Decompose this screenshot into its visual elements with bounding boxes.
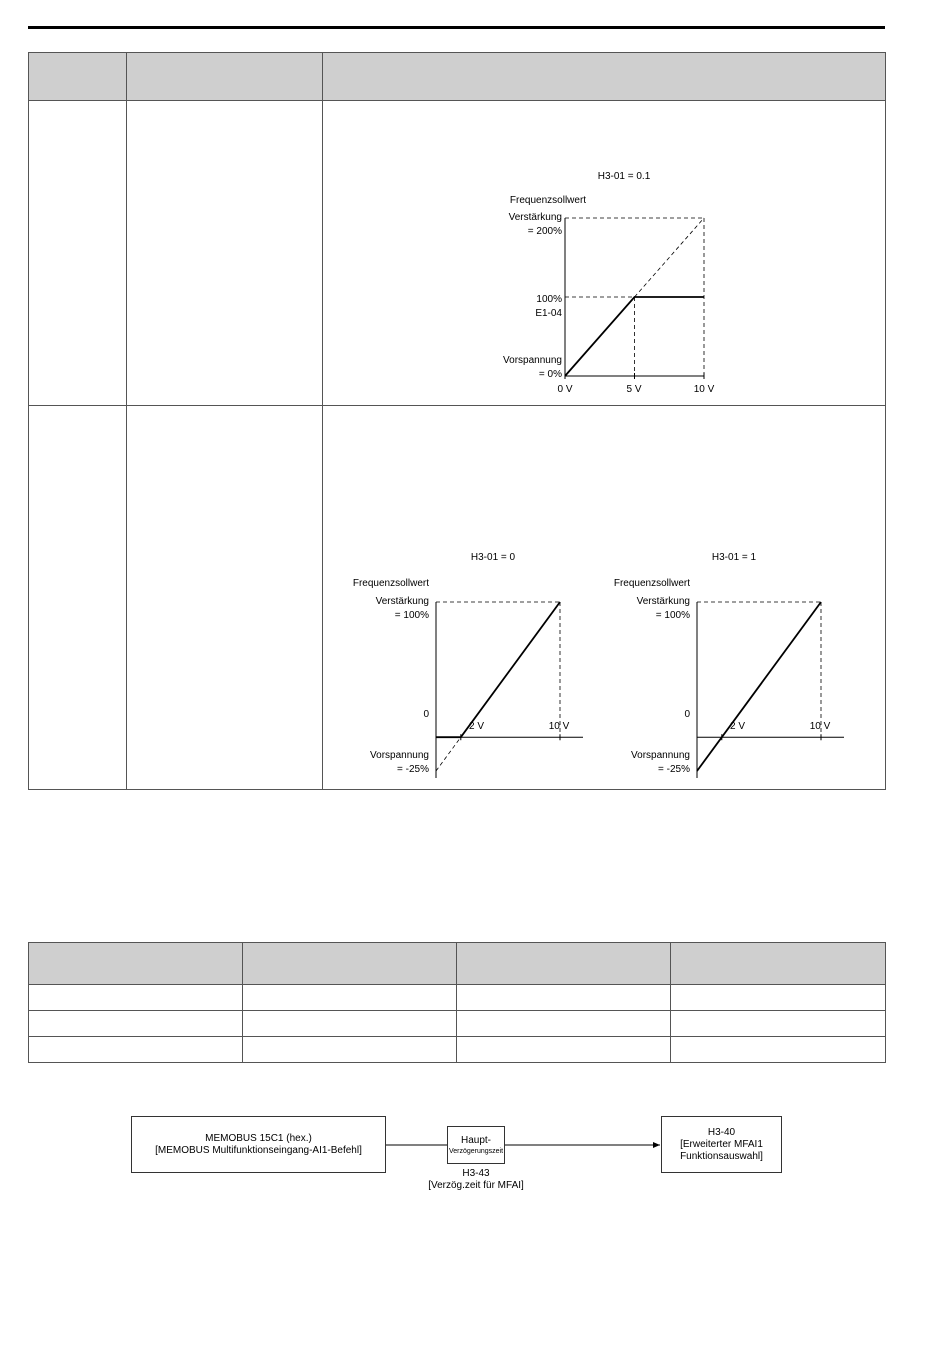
source-title: MEMOBUS 15C1 (hex.) <box>205 1132 312 1144</box>
header-cell-1 <box>29 53 127 101</box>
register-table <box>28 942 886 1063</box>
bias-label: Vorspannung <box>503 355 562 366</box>
table-cell <box>243 985 457 1011</box>
table-cell <box>457 1011 671 1037</box>
filter-subtitle: Verzögerungszeit <box>448 1147 504 1155</box>
gain-value-label: = 100% <box>655 610 690 621</box>
bias-label: Vorspannung <box>631 750 690 761</box>
header-cell <box>243 943 457 985</box>
table-cell <box>29 985 243 1011</box>
table-cell <box>29 1037 243 1063</box>
x-tick-label: 0 V <box>557 384 573 395</box>
mid-label: 100% <box>536 294 562 305</box>
memobus-source-box <box>131 1116 386 1173</box>
y-axis-label: Frequenzsollwert <box>613 578 690 589</box>
series-output-line <box>697 602 821 771</box>
chart-cell <box>323 101 886 406</box>
gain-label: Verstärkung <box>375 596 429 607</box>
table-row <box>29 1037 886 1063</box>
table-cell <box>457 985 671 1011</box>
y-axis-label: Frequenzsollwert <box>509 195 587 206</box>
x-tick-label: 10 V <box>809 721 831 732</box>
gain-value-label: = 200% <box>527 226 562 237</box>
table-cell <box>29 101 127 406</box>
table-cell <box>243 1037 457 1063</box>
table-cell <box>127 406 323 790</box>
table-row <box>29 985 886 1011</box>
table-row <box>29 101 886 406</box>
mfai-function-box <box>661 1116 782 1173</box>
zero-label: 0 <box>423 709 429 720</box>
header-cell <box>29 943 243 985</box>
series-dashed-line <box>436 737 461 771</box>
filter-title: Haupt- <box>460 1134 491 1146</box>
header-cell <box>671 943 886 985</box>
settings-table <box>28 52 886 790</box>
zero-label: 0 <box>684 709 690 720</box>
gain-label: Verstärkung <box>508 212 562 223</box>
bias-value-label: = -25% <box>397 764 429 775</box>
chart-title: H3-01 = 0 <box>470 552 516 563</box>
table-row <box>29 1011 886 1037</box>
table-cell <box>127 101 323 406</box>
gain-value-label: = 100% <box>394 610 429 621</box>
target-desc-2: Funktionsauswahl] <box>680 1150 763 1162</box>
header-cell-3 <box>323 53 886 101</box>
series-output-line <box>436 602 560 737</box>
chart-pair-h3-01 <box>323 406 886 784</box>
chart-title: H3-01 = 1 <box>711 552 757 563</box>
header-rule <box>28 26 885 29</box>
header-cell <box>457 943 671 985</box>
bias-value-label: = -25% <box>658 764 690 775</box>
chart-title: H3-01 = 0.1 <box>597 171 651 182</box>
series-output-line <box>565 297 704 376</box>
x-tick-label: 5 V <box>626 384 642 395</box>
table-cell <box>671 1037 886 1063</box>
x-tick-label: 2 V <box>469 721 485 732</box>
table-cell <box>29 1011 243 1037</box>
target-param: H3-40 <box>707 1126 736 1138</box>
table-cell <box>243 1011 457 1037</box>
table-header-row <box>29 943 886 985</box>
chart-cell <box>323 406 886 790</box>
x-tick-label: 10 V <box>693 384 715 395</box>
x-tick-label: 2 V <box>730 721 746 732</box>
bias-label: Vorspannung <box>370 750 429 761</box>
header-cell-2 <box>127 53 323 101</box>
series-dashed-line <box>635 218 705 297</box>
chart-h3-01-0-1 <box>323 101 886 400</box>
filter-param-desc: [Verzög.zeit für MFAI] <box>428 1180 524 1191</box>
table-cell <box>671 1011 886 1037</box>
x-tick-label: 10 V <box>548 721 570 732</box>
y-axis-label: Frequenzsollwert <box>352 578 429 589</box>
target-desc-1: [Erweiterter MFAI1 <box>680 1138 763 1150</box>
mid-param-label: E1-04 <box>535 308 562 319</box>
bias-value-label: = 0% <box>538 369 562 380</box>
delay-filter-box <box>447 1126 505 1164</box>
table-header-row <box>29 53 886 101</box>
source-description: [MEMOBUS Multifunktionseingang-AI1-Befehl] <box>155 1144 362 1156</box>
filter-caption <box>416 1168 536 1192</box>
table-cell <box>671 985 886 1011</box>
table-cell <box>457 1037 671 1063</box>
gain-label: Verstärkung <box>636 596 690 607</box>
table-row <box>29 406 886 790</box>
table-cell <box>29 406 127 790</box>
filter-param: H3-43 <box>462 1168 490 1179</box>
